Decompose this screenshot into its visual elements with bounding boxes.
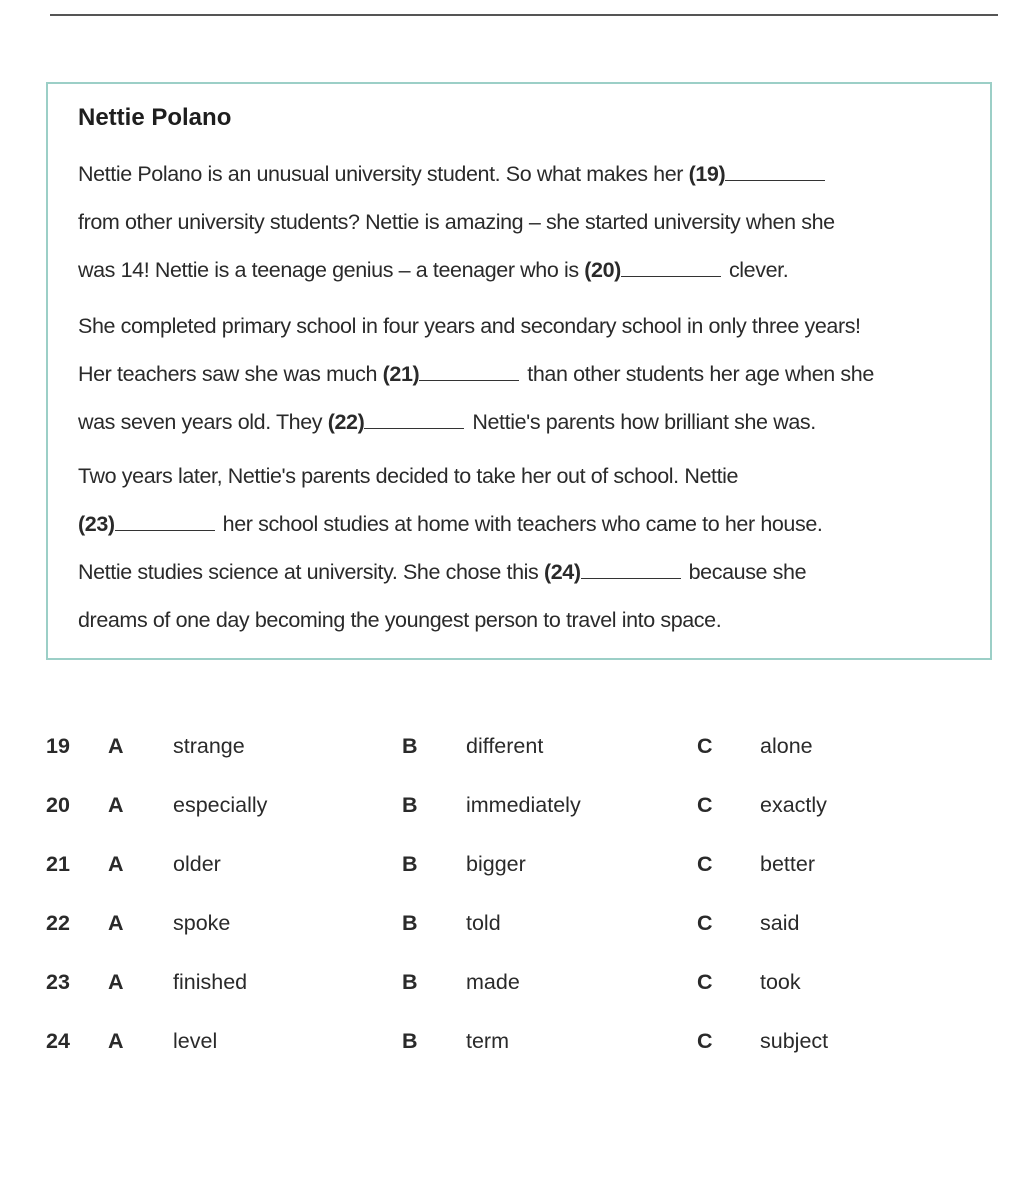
- option-c-word: said: [760, 911, 800, 935]
- option-c-word: took: [760, 970, 801, 994]
- passage-text-segment: dreams of one day becoming the youngest person to travel into space.: [78, 608, 722, 632]
- reading-passage-box: [46, 82, 992, 660]
- passage-line: [78, 258, 788, 283]
- gap-number: (23): [78, 512, 115, 536]
- passage-text-segment: was seven years old. They: [78, 410, 328, 434]
- answer-blank: [621, 275, 721, 277]
- question-number: 19: [46, 734, 70, 758]
- option-c-word: better: [760, 852, 815, 876]
- question-row: [0, 793, 1024, 823]
- passage-title: Nettie Polano: [78, 104, 232, 131]
- passage-text-segment: Her teachers saw she was much: [78, 362, 383, 386]
- gap-number: (19): [688, 162, 726, 186]
- question-number: 22: [46, 911, 70, 935]
- passage-line: [78, 560, 806, 585]
- passage-text-segment: Nettie studies science at university. She chose this: [78, 560, 544, 584]
- passage-text-segment: She completed primary school in four years and secondary school in only three years!: [78, 314, 861, 338]
- question-row: [0, 1029, 1024, 1059]
- passage-line: [78, 210, 835, 235]
- option-letter-c: C: [697, 852, 713, 876]
- option-letter-a: A: [108, 970, 124, 994]
- gap-number: (22): [327, 410, 365, 434]
- option-letter-c: C: [697, 970, 713, 994]
- passage-line: [78, 410, 816, 435]
- passage-text-segment: Nettie Polano is an unusual university student. So what makes her: [78, 162, 689, 186]
- option-b-word: told: [466, 911, 501, 935]
- option-letter-a: A: [108, 852, 124, 876]
- passage-line: [78, 464, 738, 489]
- passage-text-segment: Nettie's parents how brilliant she was.: [472, 410, 816, 434]
- option-c-word: subject: [760, 1029, 829, 1053]
- answer-blank: [419, 379, 519, 381]
- option-letter-b: B: [402, 1029, 418, 1053]
- gap-number: (20): [584, 258, 621, 282]
- question-row: [0, 970, 1024, 1000]
- option-letter-b: B: [402, 852, 418, 876]
- gap-number: (21): [382, 362, 420, 386]
- passage-line: [78, 314, 861, 339]
- passage-text-segment: because she: [688, 560, 807, 584]
- option-letter-a: A: [108, 1029, 124, 1053]
- option-a-word: finished: [173, 970, 248, 994]
- question-row: [0, 852, 1024, 882]
- option-c-word: alone: [760, 734, 813, 758]
- option-a-word: older: [173, 852, 221, 876]
- option-letter-c: C: [697, 1029, 713, 1053]
- option-b-word: term: [466, 1029, 509, 1053]
- top-divider: [50, 14, 998, 16]
- question-row: [0, 911, 1024, 941]
- question-number: 23: [46, 970, 70, 994]
- option-letter-c: C: [697, 793, 713, 817]
- option-letter-a: A: [108, 734, 124, 758]
- option-letter-b: B: [402, 970, 418, 994]
- passage-text-segment: than other students her age when she: [527, 362, 874, 386]
- option-b-word: immediately: [466, 793, 581, 817]
- question-number: 24: [46, 1029, 70, 1053]
- option-a-word: especially: [173, 793, 268, 817]
- answer-blank: [725, 179, 825, 181]
- question-number: 21: [46, 852, 70, 876]
- option-letter-a: A: [108, 793, 124, 817]
- option-b-word: different: [466, 734, 544, 758]
- answer-blank: [581, 577, 681, 579]
- option-a-word: strange: [173, 734, 245, 758]
- option-letter-b: B: [402, 734, 418, 758]
- passage-text-segment: was 14! Nettie is a teenage genius – a teenager who is: [78, 258, 585, 282]
- option-letter-c: C: [697, 734, 713, 758]
- passage-text-segment: clever.: [728, 258, 789, 282]
- option-c-word: exactly: [760, 793, 827, 817]
- answer-blank: [115, 529, 215, 531]
- question-row: [0, 734, 1024, 764]
- passage-line: [78, 512, 822, 537]
- gap-number: (24): [543, 560, 581, 584]
- question-number: 20: [46, 793, 70, 817]
- passage-line: [78, 608, 721, 633]
- passage-line: [78, 362, 874, 387]
- option-letter-c: C: [697, 911, 713, 935]
- passage-text-segment: her school studies at home with teachers who came to her house.: [222, 512, 823, 536]
- option-a-word: level: [173, 1029, 218, 1053]
- option-a-word: spoke: [173, 911, 231, 935]
- option-letter-a: A: [108, 911, 124, 935]
- passage-text-segment: from other university students? Nettie is amazing – she started university when she: [78, 210, 835, 234]
- option-b-word: bigger: [466, 852, 526, 876]
- answer-blank: [364, 427, 464, 429]
- passage-line: [78, 162, 833, 187]
- option-letter-b: B: [402, 911, 418, 935]
- option-letter-b: B: [402, 793, 418, 817]
- option-b-word: made: [466, 970, 520, 994]
- passage-text-segment: Two years later, Nettie's parents decided to take her out of school. Nettie: [78, 464, 739, 488]
